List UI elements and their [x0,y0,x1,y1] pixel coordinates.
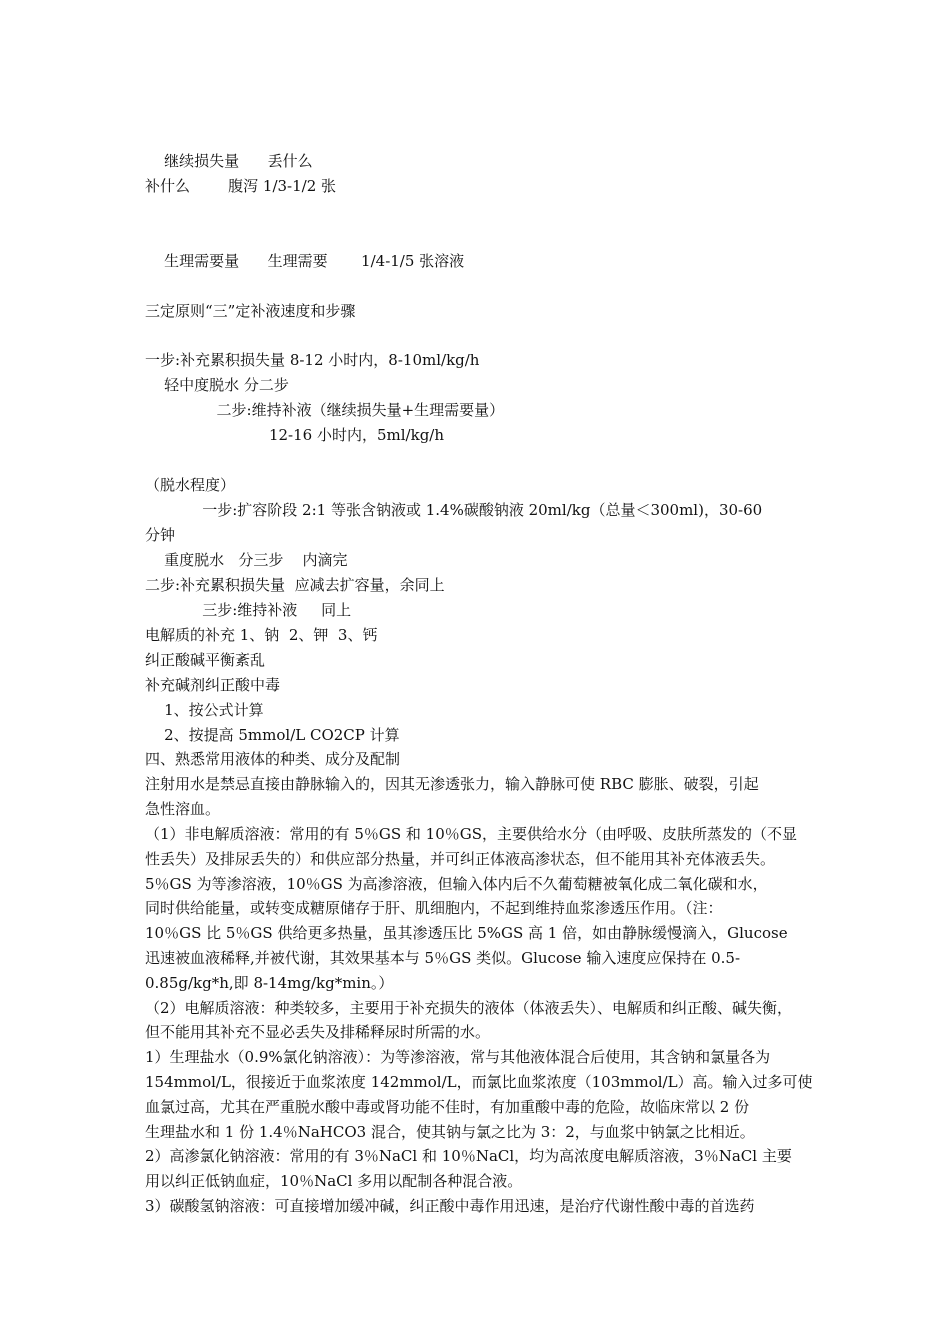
text-line: 1、按公式计算 [145,701,264,719]
text-line: 12-16 小时内，5ml/kg/h [145,426,445,444]
body-line: （2）电解质溶液：种类较多，主要用于补充损失的液体（体液丢失）、电解质和纠正酸、碱失衡， [145,998,793,1017]
text-line: 重度脱水 分三步 内滴完 [145,551,348,569]
text-line: 三定原则“三”定补液速度和步骤 [145,302,356,320]
body-line: 2）高渗氯化钠溶液：常用的有 3％NaCl 和 10％NaCl，均为高浓度电解质溶液，3％NaCl 主要 [145,1147,792,1166]
text-line: 纠正酸碱平衡紊乱 [145,651,266,669]
body-line: 154mmol/L，很接近于血浆浓度 142mmol/L，而氯比血浆浓度（103mmol/L）高。输入过多可使 [145,1072,813,1091]
text-line: 三步:维持补液 同上 [145,601,352,619]
text-line: 四、熟悉常用液体的种类、成分及配制 [145,750,401,768]
body-line: 迅速被血液稀释,并被代谢，其效果基本与 5％GS 类似。Glucose 输入速度应保持在 0.5- [145,948,741,967]
body-line: 生理盐水和 1 份 1.4％NaHCO3 混合，使其钠与氯之比为 3：2，与血浆中钠氯之比相近。 [145,1122,755,1141]
text-line: 二步:补充累积损失量 应减去扩容量，余同上 [145,576,445,594]
body-line: 0.85g/kg*h,即 8-14mg/kg*min。） [145,973,394,992]
text-line: 生理需要量 生理需要 1/4-1/5 张溶液 [145,252,465,270]
text-line: 一步:扩容阶段 2:1 等张含钠液或 1.4%碳酸钠液 20ml/kg（总量＜300ml)，30-60 [145,501,763,519]
body-line: 血氯过高，尤其在严重脱水酸中毒或肾功能不佳时，有加重酸中毒的危险，故临床常以 2 份 [145,1097,750,1116]
text-line: 补什么 腹泻 1/3-1/2 张 [145,177,337,195]
body-line: 同时供给能量，或转变成糖原储存于肝、肌细胞内，不起到维持血浆渗透压作用。（注： [145,899,723,918]
text-line: 2、按提高 5mmol/L CO2CP 计算 [145,726,400,744]
body-line: 但不能用其补充不显必丢失及排稀释尿时所需的水。 [145,1023,491,1042]
body-line: 5％GS 为等渗溶液，10％GS 为高渗溶液，但输入体内后不久葡萄糖被氧化成二氧化碳和水， [145,874,768,893]
body-line: （1）非电解质溶液：常用的有 5％GS 和 10％GS，主要供给水分（由呼吸、皮肤所蒸发的（不显 [145,825,797,843]
text-line: 轻中度脱水 分二步 [145,376,289,394]
body-line: 性丢失）及排尿丢失的）和供应部分热量，并可纠正体液高渗状态，但不能用其补充体液丢失。 [145,849,776,868]
text-line: 注射用水是禁忌直接由静脉输入的，因其无渗透张力，输入静脉可使 RBC 膨胀、破裂，引起 [145,775,759,793]
body-line: 1）生理盐水（0.9%氯化钠溶液）：为等渗溶液，常与其他液体混合后使用，其含钠和氯量各为 [145,1048,771,1067]
text-line: （脱水程度） [145,476,236,494]
body-line: 3）碳酸氢钠溶液：可直接增加缓冲碱，纠正酸中毒作用迅速，是治疗代谢性酸中毒的首选药 [145,1196,755,1215]
text-line: 分钟 [145,526,176,544]
body-paragraphs [145,822,813,1219]
text-line: 电解质的补充 1、钠 2、钾 3、钙 [145,626,378,644]
text-line: 继续损失量 丢什么 [145,152,313,170]
body-line: 用以纠正低钠血症，10％NaCl 多用以配制各种混合液。 [145,1172,523,1191]
text-line: 二步:维持补液（继续损失量+生理需要量） [145,401,505,419]
text-line: 急性溶血。 [145,800,221,818]
text-line: 一步:补充累积损失量 8-12 小时内，8-10ml/kg/h [145,351,480,369]
body-line: 10％GS 比 5％GS 供给更多热量，虽其渗透压比 5%GS 高 1 倍，如由静脉缓慢滴入，Glucose [145,924,788,943]
text-line: 补充碱剂纠正酸中毒 [145,676,281,694]
